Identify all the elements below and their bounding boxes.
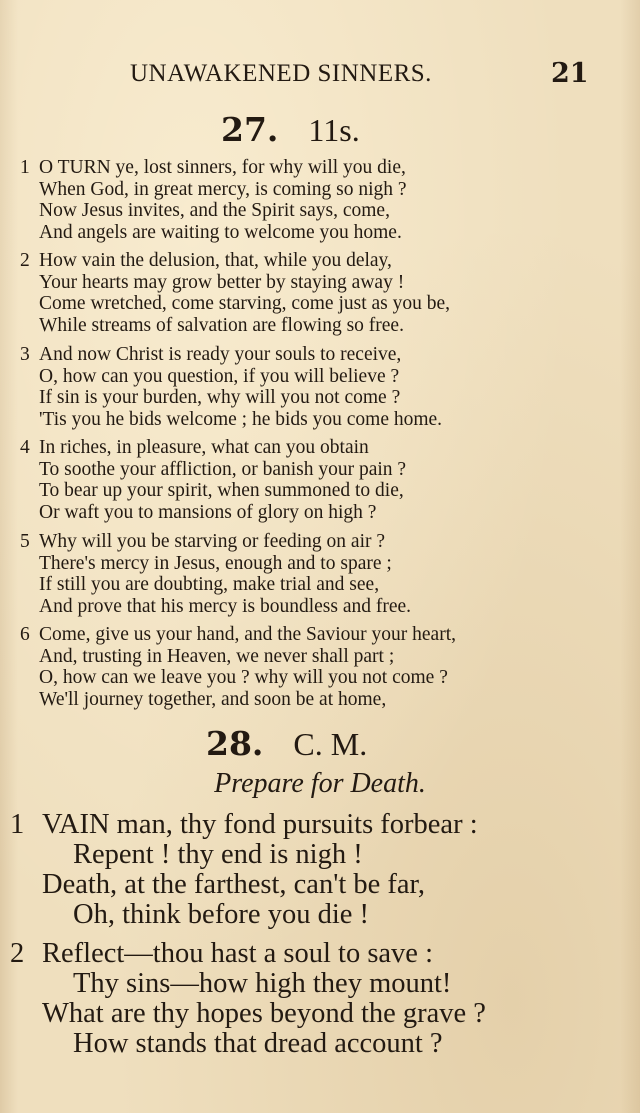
verse-line: Come wretched, come starving, come just as you be,	[39, 293, 451, 314]
hymn-27-verse-2	[20, 250, 450, 336]
verse-line: To bear up your spirit, when summoned to die,	[39, 480, 404, 501]
verse-line: Repent ! thy end is nigh !	[73, 839, 363, 870]
verse-line: How stands that dread account ?	[73, 1028, 443, 1059]
hymn-28-verse-1	[10, 810, 478, 930]
verse-line: O, how can we leave you ? why will you not come ?	[39, 667, 448, 688]
verse-line: And angels are waiting to welcome you home.	[39, 221, 402, 243]
verse-number: 5	[20, 531, 30, 552]
verse-number: 3	[20, 344, 30, 365]
hymn-28-title: Prepare for Death.	[214, 768, 426, 799]
verse-line: If still you are doubting, make trial and see,	[39, 574, 380, 595]
verse-number: 6	[20, 624, 30, 645]
verse-line: Oh, think before you die !	[73, 899, 370, 930]
verse-line: Or waft you to mansions of glory on high ?	[39, 501, 377, 523]
verse-number: 4	[20, 437, 30, 458]
verse-line: What are thy hopes beyond the grave ?	[42, 998, 486, 1029]
verse-number: 1	[10, 809, 25, 840]
verse-number: 2	[10, 938, 25, 969]
verse-line: While streams of salvation are flowing so free.	[39, 314, 404, 336]
verse-line: Your hearts may grow better by staying away !	[39, 271, 405, 293]
verse-line: Why will you be starving or feeding on air ?	[39, 531, 386, 552]
hymn-28-heading	[206, 724, 367, 763]
verse-line: O TURN ye, lost sinners, for why will you die,	[39, 157, 406, 178]
verse-line: And now Christ is ready your souls to receive,	[39, 344, 402, 365]
verse-number: 1	[20, 157, 30, 178]
hymn-27-verse-4	[20, 437, 406, 523]
hymn-27-verse-1	[20, 157, 407, 243]
hymn-27-verse-6	[20, 624, 456, 710]
hymn-27-number: 27.	[221, 110, 279, 149]
verse-line: Come, give us your hand, and the Saviour your heart,	[39, 624, 456, 645]
verse-line: Thy sins—how high they mount!	[73, 968, 452, 999]
verse-line: O, how can you question, if you will believe ?	[39, 365, 400, 387]
verse-number: 2	[20, 250, 30, 271]
verse-line: We'll journey together, and soon be at home,	[39, 688, 387, 710]
hymn-27-heading	[221, 110, 360, 149]
verse-line: And prove that his mercy is boundless and free.	[39, 595, 412, 617]
verse-line: How vain the delusion, that, while you delay,	[39, 250, 392, 271]
hymn-28-number: 28.	[206, 724, 264, 763]
running-title: UNAWAKENED SINNERS.	[130, 60, 432, 87]
page-number: 21	[551, 58, 589, 89]
hymn-27-verse-3	[20, 344, 442, 430]
verse-line: To soothe your affliction, or banish your pain ?	[39, 458, 407, 480]
verse-line: If sin is your burden, why will you not come ?	[39, 387, 401, 408]
verse-line: 'Tis you he bids welcome ; he bids you come home.	[39, 408, 443, 430]
verse-line: In riches, in pleasure, what can you obtain	[39, 437, 369, 458]
verse-line: And, trusting in Heaven, we never shall part ;	[39, 645, 395, 667]
verse-line: Now Jesus invites, and the Spirit says, come,	[39, 200, 390, 221]
verse-line: When God, in great mercy, is coming so nigh ?	[39, 178, 407, 200]
hymn-28-verse-2	[10, 939, 486, 1059]
verse-line: VAIN man, thy fond pursuits forbear :	[42, 809, 478, 840]
verse-line: Death, at the farthest, can't be far,	[42, 869, 426, 900]
hymn-27-meter: 11s.	[308, 112, 360, 148]
verse-line: Reflect—thou hast a soul to save :	[42, 938, 433, 969]
hymn-27-verse-5	[20, 531, 411, 617]
verse-line: There's mercy in Jesus, enough and to spare ;	[39, 552, 392, 574]
hymn-28-meter: C. M.	[293, 726, 368, 762]
